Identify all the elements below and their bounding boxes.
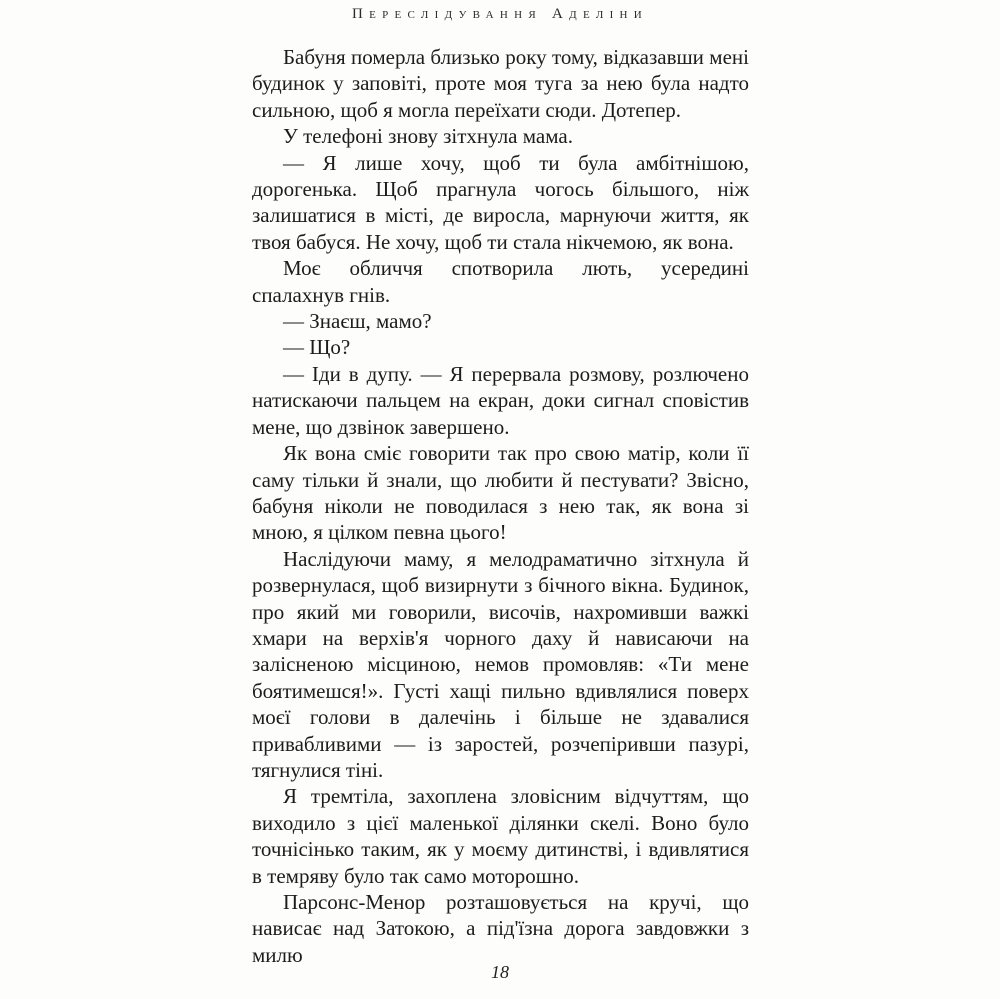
- paragraph: — Іди в дупу. — Я перервала розмову, розлючено натискаючи пальцем на екран, доки сигнал сповістив мене, що дзвінок завершено.: [252, 361, 749, 439]
- paragraph: Наслідуючи маму, я мелодраматично зітхнула й розвернулася, щоб визирнути з бічного вікна. Будинок, про який ми говорили, височів, нахромивши важкі хмари на верхів'я чорного даху й нависаючи на залісненою місциною, немов промовляв: «Ти мене боятимешся!». Густі хащі пильно вдивлялися поверх моєї голови в далечінь і більше не здавалися привабливими — із заростей, розчепіривши пазурі, тягнулися тіні.: [252, 546, 749, 782]
- text-block: [252, 44, 749, 968]
- paragraph: — Що?: [283, 335, 351, 360]
- paragraph: Моє обличчя спотворила лють, усередині спалахнув гнів.: [252, 256, 749, 307]
- paragraph: Як вона сміє говорити так про свою матір, коли її саму тільки й знали, що любити й пестувати? Звісно, бабуня ніколи не поводилася з нею так, як вона зі мною, я цілком певна цього!: [252, 441, 749, 545]
- paragraph: — Знаєш, мамо?: [283, 309, 432, 334]
- paragraph: У телефоні знову зітхнула мама.: [283, 124, 573, 149]
- running-header: Переслідування Аделіни: [351, 6, 649, 22]
- paragraph: Бабуня померла близько року тому, відказавши мені будинок у заповіті, проте моя туга за нею була надто сильною, щоб я могла переїхати сюди. Дотепер.: [252, 45, 749, 122]
- paragraph: Я тремтіла, захоплена зловісним відчуттям, що виходило з цієї маленької ділянки скелі. Воно було точнісінько таким, як у моєму дитинстві, і вдивлятися в темряву було так само моторошно.: [252, 784, 749, 888]
- paragraph: Парсонс-Менор розташовується на кручі, що нависає над Затокою, а під'їзна дорога завдовжки з милю: [252, 890, 749, 967]
- page-number: 18: [491, 962, 509, 982]
- paragraph: — Я лише хочу, щоб ти була амбітнішою, дорогенька. Щоб прагнула чогось більшого, ніж залишатися в місті, де виросла, марнуючи життя, як твоя бабуся. Не хочу, щоб ти стала нікчемою, як вона.: [252, 150, 749, 254]
